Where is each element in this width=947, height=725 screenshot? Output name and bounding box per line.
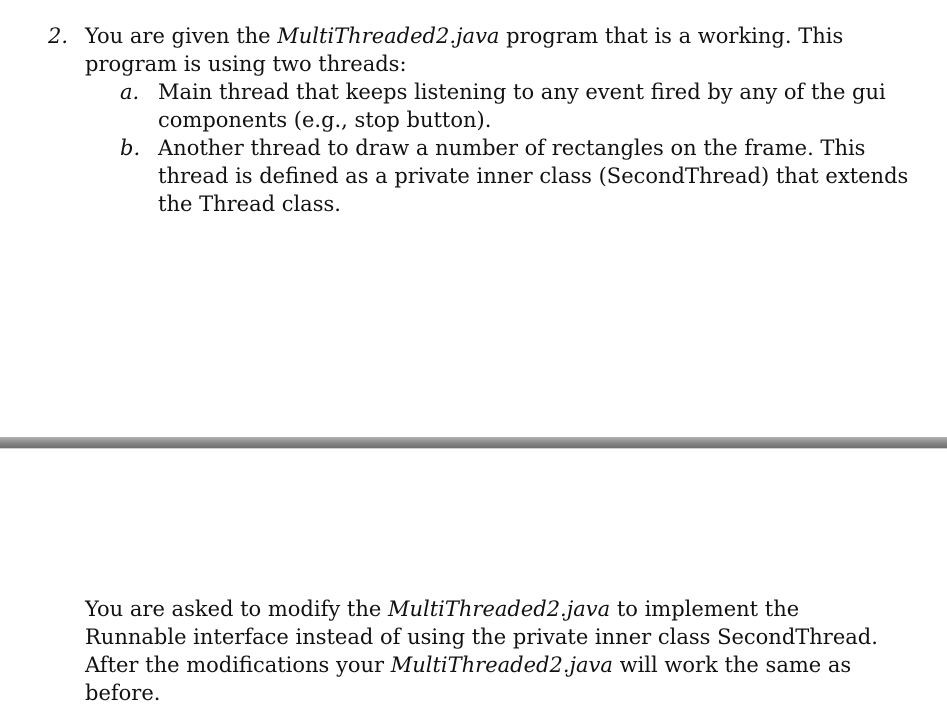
list-item (0, 78, 947, 134)
question-intro-tail: program that is a working. This program is using two threads: (85, 24, 844, 76)
list-item-text: Main thread that keeps listening to any event fired by any of the gui components (e.g., stop button). (158, 80, 886, 132)
page-divider (0, 437, 947, 448)
task-text-lead: You are asked to modify the (85, 597, 388, 621)
thread-list (0, 78, 947, 218)
task-text-tail: will work the same as before. (85, 653, 852, 705)
list-item-letter: a. (120, 80, 140, 104)
question-intro-filename: MultiThreaded2.java (277, 24, 500, 48)
question-intro (85, 22, 875, 78)
task-paragraph (85, 595, 905, 707)
question-number: 2. (48, 24, 69, 48)
question-intro-lead: You are given the (85, 24, 278, 48)
page-divider-edge (0, 448, 947, 449)
task-text-middle: to implement the Runnable interface instead of using the private inner class SecondThread. After the modifications your (85, 597, 878, 677)
list-item (0, 134, 947, 218)
list-item-text: Another thread to draw a number of rectangles on the frame. This thread is defined as a private inner class (SecondThread) that extends the Thread class. (158, 136, 909, 216)
task-filename: MultiThreaded2.java (387, 597, 611, 621)
list-item-letter: b. (120, 136, 141, 160)
task-filename-second: MultiThreaded2.java (390, 653, 613, 677)
